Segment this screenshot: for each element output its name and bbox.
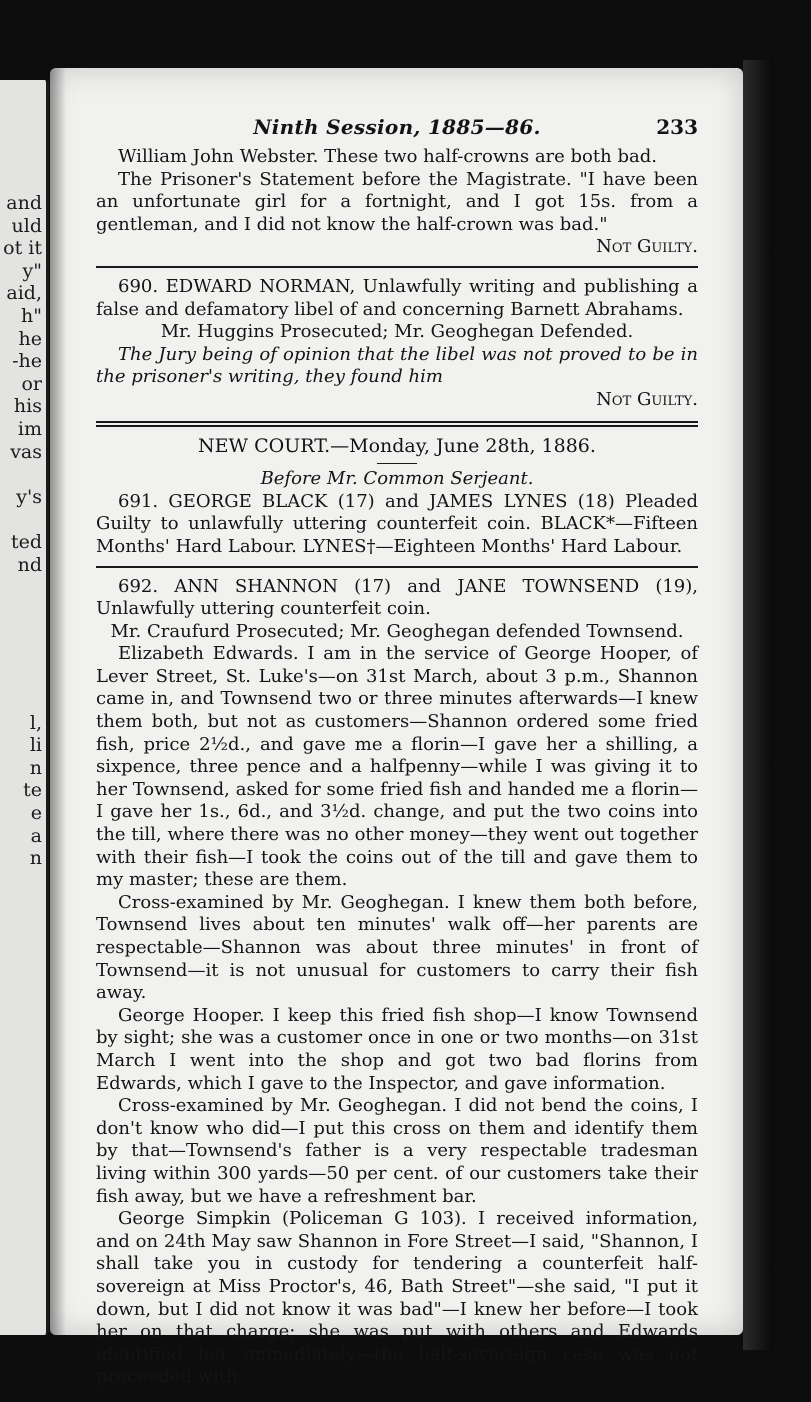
facing-page-fragment: nd — [17, 553, 42, 576]
facing-page-fragment — [3, 666, 42, 689]
facing-page-fragment: e — [30, 802, 42, 825]
case-690-heading: 690. EDWARD NORMAN, Unlawfully writing and publishing a false and defamatory libel of and concerning Barnett Abrahams. — [96, 275, 698, 320]
facing-page-fragment — [3, 644, 42, 667]
short-divider — [377, 463, 417, 464]
facing-page-fragment: vas — [10, 440, 42, 463]
facing-page-fragment: y's — [16, 485, 42, 508]
page-header — [96, 116, 698, 146]
facing-page-fragment — [3, 599, 42, 622]
cross-exam-hooper: Cross-examined by Mr. Geoghegan. I did not bend the coins, I don't know who did—I put this cross on them and identify them by that—Townsend's father is a very respectable tradesman living within 300 yards—50 per cent. of our customers take their fish away, but we have a refreshment bar. — [96, 1095, 698, 1207]
facing-page-fragment — [3, 463, 42, 486]
double-divider — [96, 421, 698, 427]
book-edge — [743, 60, 773, 1350]
verdict-689: Not Guilty. — [596, 236, 698, 258]
facing-page-fragment: uld — [11, 214, 42, 237]
cross-exam-edwards: Cross-examined by Mr. Geoghegan. I knew them both before, Townsend lives about ten minutes' walk off—her parents are respectable—Shannon was about three minutes' in front of Townsend—it is not unusual for customers to carry their fish away. — [96, 891, 698, 1004]
facing-page-fragment: aid, — [6, 282, 42, 305]
testimony-hooper: George Hooper. I keep this fried fish shop—I know Townsend by sight; she was a customer once in one or two months—on 31st March I went into the shop and got two bad florins from Edwards, which I gave to the Inspector, and gave information. — [96, 1004, 698, 1094]
facing-page-fragment: a — [30, 824, 42, 847]
facing-page-fragment: y" — [22, 259, 42, 282]
testimony-edwards: Elizabeth Edwards. I am in the service of George Hooper, of Lever Street, St. Luke's—on 31st March, about 3 p.m., Shannon came in, and Townsend two or three minutes afterwards—I knew them both, but not as customers—Shannon ordered some fried fish, price 2½d., and gave me a florin—I gave her a shilling, a sixpence, three pence and a halfpenny—while I was giving it to her Townsend, asked for some fried fish and handed me a florin—I gave her 1s., 6d., and 3½d. change, and put the two coins into the till, where there was no other money—they went out together with their fish—I took the coins out of the till and gave them to my master; these are them. — [96, 643, 698, 891]
facing-page-fragment: his — [13, 395, 42, 418]
facing-page-fragment — [3, 508, 42, 531]
testimony-simpkin: George Simpkin (Policeman G 103). I received information, and on 24th May saw Shannon in Fore Street—I said, "Shannon, I shall take you in custody for tendering a counterfeit half-sovereign at Miss Proctor's, 46, Bath Street"—she said, "I put it down, but I did not know it was bad"—I knew her before—I took her on that charge; she was put with others and Edwards identified her immediately—the half-sovereign case was not proceeded with. — [96, 1208, 698, 1388]
prisoner-statement: The Prisoner's Statement before the Magistrate. "I have been an unfortunate girl for a fortnight, and I got 15s. from a gentleman, and I did not know the half-crown was bad." — [96, 168, 698, 235]
facing-page-fragment: n — [29, 756, 42, 779]
verdict-690: Not Guilty. — [596, 388, 698, 410]
page-content — [96, 116, 698, 1389]
facing-page-fragment: ted — [10, 530, 42, 553]
case-692-counsel: Mr. Craufurd Prosecuted; Mr. Geoghegan defended Townsend. — [110, 620, 684, 642]
witness-line: William John Webster. These two half-crowns are both bad. — [118, 146, 657, 167]
facing-page-fragment — [3, 576, 42, 599]
case-692-heading: 692. ANN SHANNON (17) and JANE TOWNSEND (19), Unlawfully uttering counterfeit coin. — [96, 575, 698, 620]
facing-page-fragment: ot it — [3, 237, 42, 260]
facing-page-fragment — [3, 621, 42, 644]
facing-page-fragment: or — [21, 372, 42, 395]
spine-shadow — [50, 68, 66, 1335]
facing-page-fragment: te — [23, 779, 42, 802]
facing-page-fragment: n — [29, 847, 42, 870]
facing-page-fragment: h" — [21, 304, 42, 327]
divider — [96, 266, 698, 268]
facing-page-fragment: li — [29, 734, 42, 757]
before-judge: Before Mr. Common Serjeant. — [260, 468, 534, 490]
court-heading: NEW COURT.—Monday, June 28th, 1886. — [198, 434, 596, 457]
facing-page-fragment: and — [6, 192, 42, 214]
case-690-counsel: Mr. Huggins Prosecuted; Mr. Geoghegan Defended. — [160, 321, 634, 343]
facing-page-text — [3, 192, 42, 870]
facing-page-fragment: im — [17, 417, 42, 440]
facing-page — [0, 80, 49, 1335]
case-691: 691. GEORGE BLACK (17) and JAMES LYNES (18) Pleaded Guilty to unlawfully uttering counterfeit coin. BLACK*—Fifteen Months' Hard Labour. LYNES†—Eighteen Months' Hard Labour. — [96, 490, 698, 557]
page-number: 233 — [656, 115, 698, 139]
facing-page-fragment: he — [18, 327, 42, 350]
facing-page-fragment: -he — [12, 350, 42, 373]
running-head: Ninth Session, 1885—86. — [253, 115, 541, 139]
case-690-finding: The Jury being of opinion that the libel was not proved to be in the prisoner's writing, they found him — [96, 343, 698, 388]
facing-page-fragment: l, — [29, 711, 42, 734]
facing-page-fragment — [3, 689, 42, 712]
divider — [96, 566, 698, 568]
